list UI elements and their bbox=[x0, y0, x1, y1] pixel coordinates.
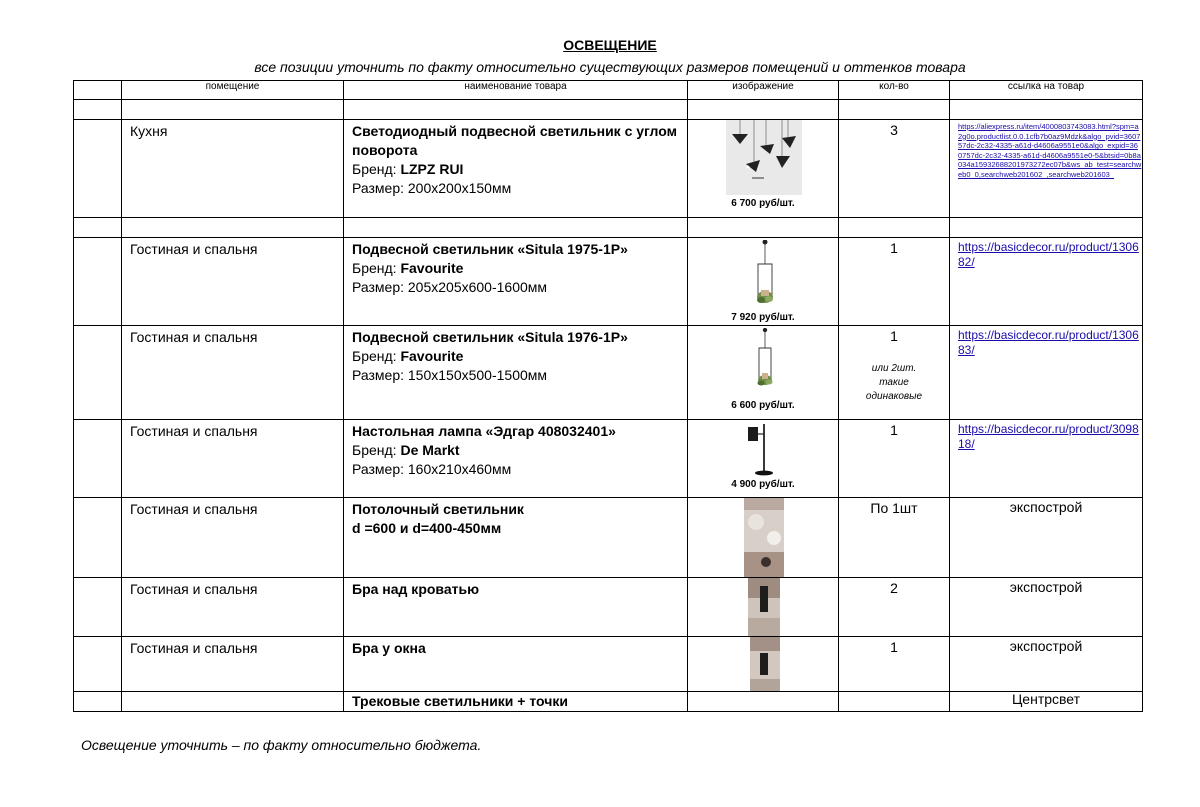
page-subtitle: все позиции уточнить по факту относительно существующих размеров помещений и оттенков товара bbox=[254, 59, 966, 75]
spacer-row bbox=[74, 100, 1143, 120]
spacer-row bbox=[74, 218, 1143, 238]
row-product: Подвесной светильник «Situla 1976-1P» Бренд: Favourite Размер: 150х150х500-1500мм bbox=[344, 326, 688, 420]
row-image bbox=[688, 578, 839, 637]
header-image: изображение bbox=[688, 81, 839, 100]
row-brand: Favourite bbox=[400, 260, 464, 276]
row-room: Гостиная и спальня bbox=[122, 498, 344, 578]
row-product: Трековые светильники + точки bbox=[344, 692, 688, 712]
table-row bbox=[74, 120, 1143, 218]
wall-sconce-photo bbox=[750, 637, 780, 691]
row-link[interactable] bbox=[950, 326, 1143, 420]
row-product: Бра над кроватью bbox=[344, 578, 688, 637]
row-qty: 3 bbox=[839, 120, 950, 218]
ceiling-light-photo bbox=[744, 498, 784, 577]
product-link[interactable]: https://basicdecor.ru/product/130682/ bbox=[958, 240, 1139, 269]
header-link: ссылка на товар bbox=[950, 81, 1143, 100]
row-qty: По 1шт bbox=[839, 498, 950, 578]
header-qty: кол-во bbox=[839, 81, 950, 100]
row-image bbox=[688, 238, 839, 326]
plant-pendant-photo bbox=[750, 328, 780, 394]
row-qty: 1 bbox=[839, 420, 950, 498]
table-row bbox=[74, 498, 1143, 578]
row-qty: 1 bbox=[839, 238, 950, 326]
row-qty: 2 bbox=[839, 578, 950, 637]
table-row bbox=[74, 692, 1143, 712]
row-link[interactable] bbox=[950, 238, 1143, 326]
row-room: Кухня bbox=[122, 120, 344, 218]
row-shop: экспострой bbox=[950, 498, 1143, 578]
row-image bbox=[688, 420, 839, 498]
product-link[interactable]: https://basicdecor.ru/product/130683/ bbox=[958, 328, 1139, 357]
table-row bbox=[74, 578, 1143, 637]
row-qty: 1 или 2шт. такие одинаковые bbox=[839, 326, 950, 420]
row-price: 6 700 руб/шт. bbox=[731, 198, 795, 209]
table-row bbox=[74, 637, 1143, 692]
row-brand: LZPZ RUI bbox=[400, 161, 464, 177]
row-product: Светодиодный подвесной светильник с углом поворота Бренд: LZPZ RUI Размер: 200х200х150мм bbox=[344, 120, 688, 218]
plant-pendant-photo bbox=[750, 240, 780, 312]
row-shop: Центрсвет bbox=[950, 692, 1143, 712]
row-shop: экспострой bbox=[950, 578, 1143, 637]
pendant-lights-photo bbox=[726, 120, 802, 195]
row-room: Гостиная и спальня bbox=[122, 637, 344, 692]
page-title: ОСВЕЩЕНИЕ bbox=[563, 37, 657, 53]
row-qty: 1 bbox=[839, 637, 950, 692]
table-row bbox=[74, 420, 1143, 498]
table-lamp-photo bbox=[744, 424, 784, 476]
qty-note: или 2шт. такие одинаковые bbox=[865, 363, 923, 402]
header-room: помещение bbox=[122, 81, 344, 100]
row-room: Гостиная и спальня bbox=[122, 578, 344, 637]
product-link[interactable]: https://aliexpress.ru/item/4000803743083.html?spm=a2g0o.productlist.0.0.1cfb7b0az9Mdzk&algo_pvid=360757dc-2c32-4335-a61d-d4606a9551e0&algo_expid=360757dc-2c32-4335-a61d-d4606a9551e0-5&btsid=0b8a034a15932688201973272ec07b&ws_ab_test=searchweb0_0,searchweb201602_,searchweb201603_ bbox=[958, 122, 1142, 179]
row-room: Гостиная и спальня bbox=[122, 326, 344, 420]
table-row bbox=[74, 238, 1143, 326]
row-product: Подвесной светильник «Situla 1975-1P» Бренд: Favourite Размер: 205х205х600-1600мм bbox=[344, 238, 688, 326]
row-brand: De Markt bbox=[400, 442, 460, 458]
row-room: Гостиная и спальня bbox=[122, 420, 344, 498]
header-name: наименование товара bbox=[344, 81, 688, 100]
row-product: Бра у окна bbox=[344, 637, 688, 692]
product-link[interactable]: https://basicdecor.ru/product/309818/ bbox=[958, 422, 1139, 451]
lighting-table bbox=[73, 80, 1143, 712]
row-product: Потолочный светильник d =600 и d=400-450мм bbox=[344, 498, 688, 578]
row-image bbox=[688, 498, 839, 578]
row-price: 7 920 руб/шт. bbox=[731, 312, 795, 323]
row-product: Настольная лампа «Эдгар 408032401» Бренд: De Markt Размер: 160х210х460мм bbox=[344, 420, 688, 498]
row-shop: экспострой bbox=[950, 637, 1143, 692]
wall-sconce-photo bbox=[748, 578, 780, 636]
table-header-row bbox=[74, 81, 1143, 100]
row-price: 6 600 руб/шт. bbox=[731, 400, 795, 411]
header-index bbox=[74, 81, 122, 100]
table-row bbox=[74, 326, 1143, 420]
footer-note: Освещение уточнить – по факту относительно бюджета. bbox=[81, 737, 482, 753]
row-image bbox=[688, 120, 839, 218]
row-image bbox=[688, 637, 839, 692]
row-price: 4 900 руб/шт. bbox=[731, 479, 795, 490]
row-room: Гостиная и спальня bbox=[122, 238, 344, 326]
row-brand: Favourite bbox=[400, 348, 464, 364]
row-link[interactable] bbox=[950, 420, 1143, 498]
row-image bbox=[688, 326, 839, 420]
row-link[interactable] bbox=[950, 120, 1143, 218]
